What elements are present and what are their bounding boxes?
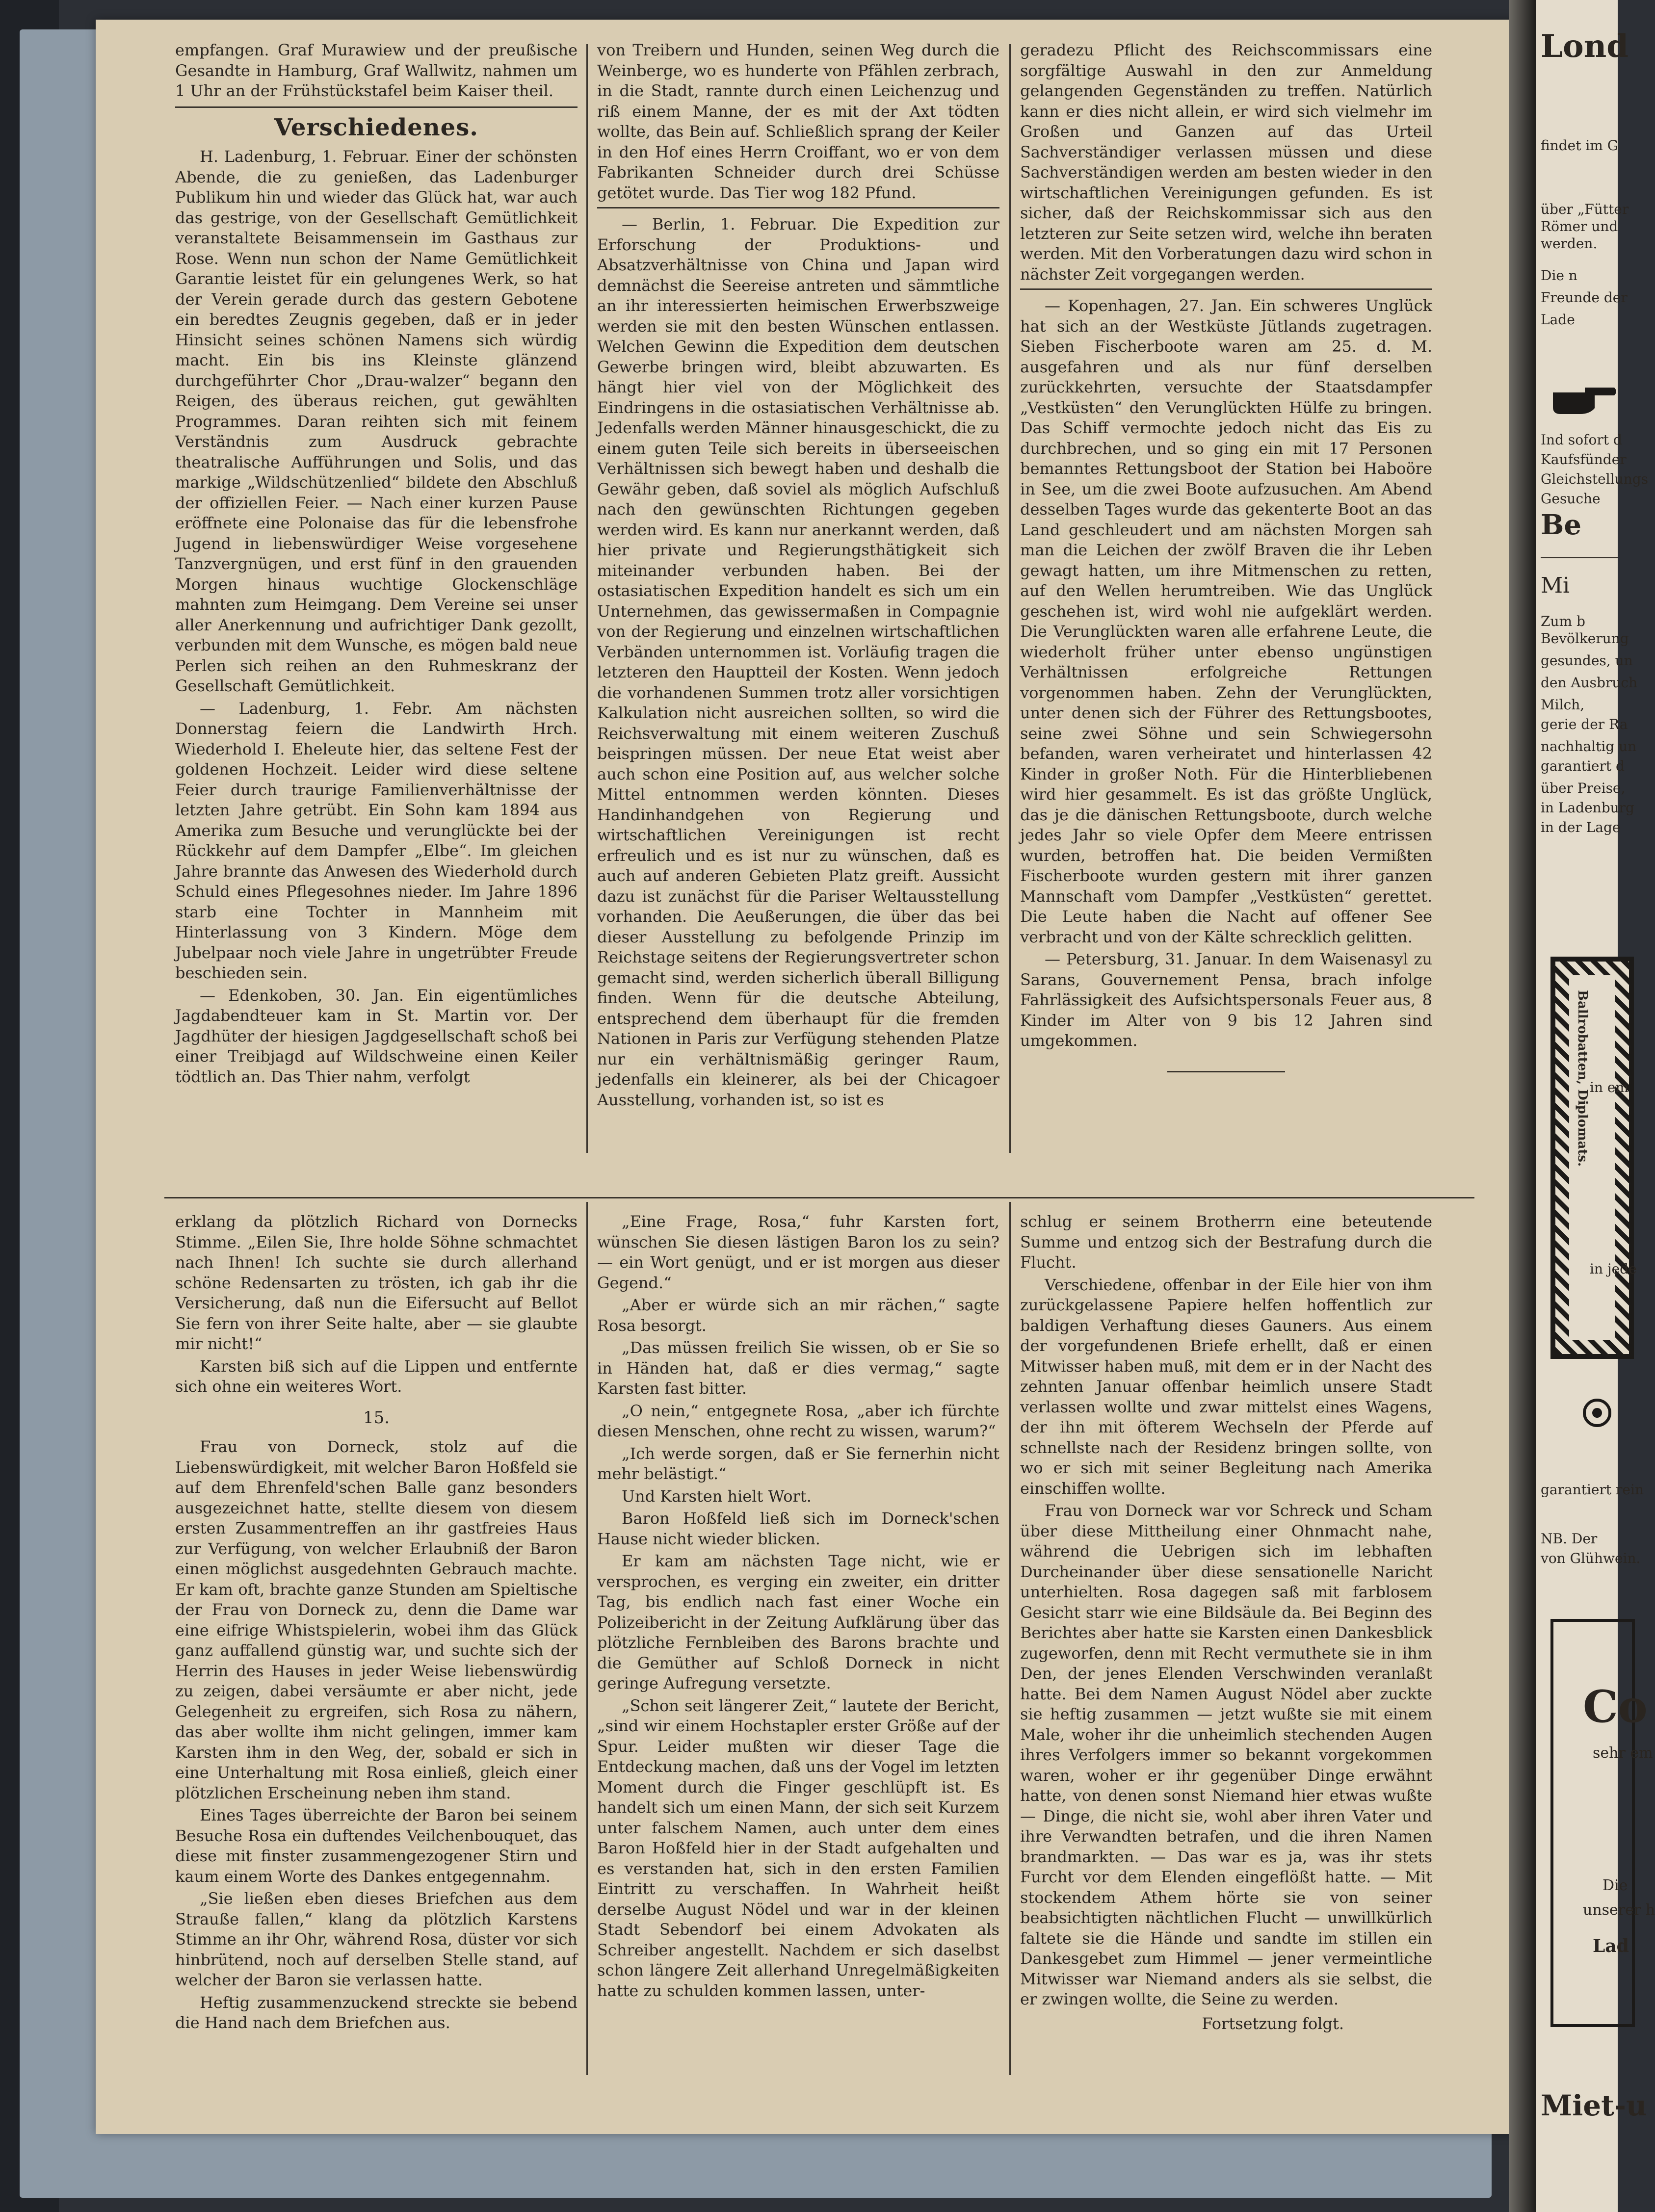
column-rule xyxy=(586,44,588,1153)
rule xyxy=(1541,557,1618,558)
fragment-text: von Glühwein. xyxy=(1541,1550,1641,1566)
newspaper-page xyxy=(96,20,1536,2134)
fragment-text: Römer und xyxy=(1541,218,1618,234)
column-rule xyxy=(586,1202,588,2075)
story-paragraph: Baron Hoßfeld ließ sich im Dorneck'schen Hause nicht wieder blicken. xyxy=(597,1509,999,1548)
advertisement-box xyxy=(1550,1619,1655,2027)
fragment-text: Die n xyxy=(1541,267,1577,284)
news-item: von Treibern und Hunden, seinen Weg durch die Weinberge, wo es hunderte von Pfählen zerbrach, in die Stadt, rannte durch einen Leichenzug und riß einem Manne, der es mit der Axt tödten wollte, das Bein auf. Schließlich sprang der Keiler in den Hof eines Herrn Croiffant, wo er von dem Fabrikanten Schneider durch drei Schüsse getötet wurde. Das Tier wog 182 Pfund. xyxy=(597,41,999,202)
fragment-text: Bevölkerung xyxy=(1541,630,1629,647)
story-paragraph: Heftig zusammenzuckend streckte sie bebend die Hand nach dem Briefchen aus. xyxy=(175,1993,578,2032)
ad-text: unserer h xyxy=(1583,1901,1655,1919)
fragment-text: Lade xyxy=(1541,312,1575,328)
fragment-text: gerie der Ra xyxy=(1541,716,1628,732)
ad-text: sehr em xyxy=(1593,1744,1653,1762)
fragment-text: Freunde der xyxy=(1541,289,1628,306)
section-separator xyxy=(164,1197,1474,1198)
fragment-text: NB. Der xyxy=(1541,1531,1598,1547)
fragment-text: garantiert d xyxy=(1541,758,1625,774)
fragment-text: Ind sofort d xyxy=(1541,432,1622,448)
news-item: — Ladenburg, 1. Febr. Am nächsten Donnerstag feiern die Landwirth Hrch. Wiederhold I. Eheleute hier, das seltene Fest der goldenen Hochzeit. Leider wird diese seltene Feier durch traurige Familienverhältnisse der letzten Jahre getrübt. Ein Sohn kam 1894 aus Amerika zum Besuche und verunglückte bei der Rückkehr auf dem Dampfer „Elbe“. Im gleichen Jahre brannte das Anwesen des Wiederhold durch Schuld eines Pflegesohnes nieder. Im Jahre 1896 starb eine Tochter in Mannheim mit Hinterlassung von 3 Kindern. Möge dem Jubelpaar noch viele Jahre in ungetrübter Freude beschieden sein. xyxy=(175,699,578,982)
fragment-text: gesundes, un xyxy=(1541,652,1633,669)
facing-page-edge xyxy=(1536,0,1655,2212)
fragment-text: Lond xyxy=(1541,28,1629,65)
story-paragraph: Frau von Dorneck, stolz auf die Liebenswürdigkeit, mit welcher Baron Hoßfeld sie auf dem Ehrenfeld'schen Balle ganz besonders ausgezeichnet hatte, stellte diesem von diesem ersten Zusammentreffen an ihr gastfreies Haus zur Verfügung, von welcher Erlaubniß der Baron einen möglichst ausgedehnten Gebrauch machte. Er kam oft, brachte ganze Stunden am Spieltische der Frau von Dorneck zu, denn die Dame war eine eifrige Whistspielerin, wobei ihm das Glück ganz auffallend günstig war, und suchte sich der Herrin des Hauses in jeder Weise liebenswürdig zu zeigen, dabei versäumte er aber nicht, jede Gelegenheit zu ergreifen, sich Rosa zu nähern, das aber wollte ihm nicht gelingen, immer kam Karsten ihm in den Weg, der, sobald er sich in eine Unterhaltung mit Rosa einließ, gleich einer plötzlichen Erscheinung neben ihm stand. xyxy=(175,1437,578,1802)
story-paragraph: Und Karsten hielt Wort. xyxy=(622,1486,812,1506)
fragment-text: garantiert rein xyxy=(1541,1482,1644,1498)
story-paragraph: „Ich werde sorgen, daß er Sie fernerhin nicht mehr belästigt.“ xyxy=(597,1444,999,1483)
chapter-number: 15. xyxy=(363,1407,390,1428)
ad-title: Co xyxy=(1583,1681,1648,1733)
continued-note: Fortsetzung folgt. xyxy=(1202,2014,1344,2033)
rule xyxy=(175,106,578,108)
lower-column-3 xyxy=(1020,1212,1432,2034)
story-paragraph: „Sie ließen eben dieses Briefchen aus dem Strauße fallen,“ klang da plötzlich Karstens Stimme an ihr Ohr, während Rosa, düster vor sich hinbrütend, noch auf derselben Stelle stand, auf welcher der Baron sie verlassen hatte. xyxy=(175,1889,578,1989)
story-paragraph: Verschiedene, offenbar in der Eile hier von ihm zurückgelassene Papiere helfen hoffentlich zur baldigen Verhaftung dieses Gauners. Aus einem der vorgefundenen Briefe erhellt, daß er einen Mitwisser haben muß, mit dem er in der Nacht des zehnten Januar offenbar heimlich unsere Stadt verlassen wollte und zwar mittelst eines Wagens, der ihn mit öfterem Wechseln der Pferde auf schnellste nach der Residenz bringen sollte, von wo er sich mit seiner Begleitung nach Amerika einschiffen wollte. xyxy=(1020,1275,1432,1498)
ornamental-border xyxy=(1550,957,1634,1359)
news-item: — Berlin, 1. Februar. Die Expedition zur Erforschung der Produktions- und Absatzverhältnisse von China und Japan wird demnächst die Seereise antreten und sämmtliche an ihr interessierten heimischen Erwerbszweige werden sie mit den besten Wünschen entlassen. Welchen Gewinn die Expedition dem deutschen Gewerbe bringen wird, bleibt abzuwarten. Es hängt hier viel von der Möglichkeit des Eindringens in die ostasiatischen Verhältnisse ab. Jedenfalls werden Männer hinausgeschickt, die zu einem guten Teile sich bereits in überseeischen Verhältnissen sich bewegt haben und deshalb die Gewähr geben, daß soviel als möglich Aufschluß nach den gewünschten Richtungen gegeben werden wird. Es kann nur anerkannt werden, daß hier private und Regierungsthätigkeit sich miteinander verbunden haben. Bei der ostasiatischen Expedition handelt es sich um ein Unternehmen, das gewissermaßen in Compagnie von der Regierung und einzelnen wirtschaftlichen Verbänden unternommen ist. Vorläufig tragen die letzteren den Hauptteil der Kosten. Wenn jedoch die vorhandenen Summen trotz aller vorsichtigen Kalkulation nicht ausreichen sollten, so wird die Reichsverwaltung mit einem weiteren Zuschuß beispringen müssen. Der neue Etat weist aber auch schon eine Position auf, aus welcher solche Mittel entnommen werden könnten. Dieses Handinhandgehen von Regierung und wirtschaftlichen Vereinigungen ist recht erfreulich und es ist nur zu wünschen, daß es auch auf anderen Gebieten Platz greift. Aussicht dazu ist zunächst für die Pariser Weltausstellung vorhanden. Die Aeußerungen, die über das bei dieser Ausstellung zu befolgende Prinzip im Reichstage seitens der Regierungsvertreter schon gemacht sind, werden sicherlich überall Billigung finden. Wenn für die deutsche Abteilung, entsprechend dem überhaupt für die fremden Nationen in Paris zur Verfügung stehenden Platze nur ein verhältnismäßig geringer Raum, jedenfalls ein kleinerer, als bei der Chicagoer Ausstellung, vorhanden ist, so ist es xyxy=(597,215,999,1109)
intro-paragraph: empfangen. Graf Murawiew und der preußische Gesandte in Hamburg, Graf Wallwitz, nahmen um 1 Uhr an der Frühstückstafel beim Kaiser theil. xyxy=(175,41,578,100)
fragment-text: über Preise, xyxy=(1541,780,1626,796)
fragment-text: in Ladenburg xyxy=(1541,800,1634,816)
story-paragraph: Karsten biß sich auf die Lippen und entfernte sich ohne ein weiteres Wort. xyxy=(175,1356,578,1396)
emblem-icon xyxy=(1582,1398,1612,1428)
news-item: — Edenkoben, 30. Jan. Ein eigentümliches Jagdabendteuer kam in St. Martin vor. Der Jagdhüter der hiesigen Jagdgesellschaft schoß bei einer Treibjagd auf Wildschweine einen Keiler tödtlich an. Das Thier nahm, verfolgt xyxy=(175,986,578,1086)
fragment-text: in der Lage xyxy=(1541,819,1621,835)
news-item: H. Ladenburg, 1. Februar. Einer der schönsten Abende, die zu genießen, das Ladenburger Publikum hin und wieder das Glück hat, war auch das gestrige, von der Gesellschaft Gemütlichkeit veranstaltete Beisammensein im Gasthaus zur Rose. Wenn nun schon der Name Gemütlichkeit Garantie leistet für ein gelungenes Werk, so hat der Verein gerade durch das gestern Gebotene ein beredtes Zeugnis gegeben, daß er in jeder Hinsicht seines schönen Namens sich würdig macht. Ein bis ins Kleinste glänzend durchgeführter Chor „Drau-walzer“ begann den Reigen, des überaus reichen, gut gewählten Programmes. Daran reihten sich mit feinem Verständnis zum Ausdruck gebrachte theatralische Aufführungen und Solis, und das markige „Wildschützenlied“ bildete den Abschluß der offiziellen Feier. — Nach einer kurzen Pause eröffnete eine Polonaise das für die lebensfrohe Jugend in liebenswürdiger Weise vorgesehene Tanzvergnügen, und erst fünf in den grauenden Morgen hinaus wuchtige Glockenschläge mahnten zum Heimgang. Dem Vereine sei unser aller Anerkennung und aufrichtiger Dank gezollt, verbunden mit dem Wunsche, es mögen bald neue Perlen sich reihen an den Ruhmeskranz der Gesellschaft Gemütlichkeit. xyxy=(175,147,578,695)
ornament-text: Ballrobatten, Diplomats. xyxy=(1575,990,1590,1167)
fragment-text: nachhaltig un xyxy=(1541,738,1637,755)
story-paragraph: schlug er seinem Brotherrn eine beteutende Summe und entzog sich der Bestrafung durch die Flucht. xyxy=(1020,1212,1432,1272)
upper-column-2 xyxy=(597,40,999,1112)
news-item: — Kopenhagen, 27. Jan. Ein schweres Unglück hat sich an der Westküste Jütlands zugetragen. Sieben Fischerboote waren am 25. d. M. ausgefahren und als nur fünf derselben zurückkehrten, versuchte der Staatsdampfer „Vestküsten“ den Verunglückten Hülfe zu bringen. Das Schiff vermochte jedoch nicht das Eis zu durchbrechen, und so ging ein mit 17 Personen bemanntes Rettungsboot der Station bei Haboöre in See, um die zwei Boote aufzusuchen. Am Abend desselben Tages wurde das gekenterte Boot an das Land geschleudert und am nächsten Morgen sah man die Leichen der zwölf Braven die ihr Leben gewagt hatten, um ihre Mitmenschen zu retten, auf den Wellen herumtreiben. Wie das Unglück geschehen ist, wird wohl nie aufgeklärt werden. Die Verunglückten waren alle erfahrene Leute, die wiederholt früher unter ebenso ungünstigen Verhältnissen erfolgreiche Rettungen vorgenommen haben. Zehn der Verunglückten, unter denen sich der Führer des Rettungsbootes, seine zwei Söhne und sein Schwiegersohn befanden, waren verheiratet und hinterlassen 42 Kinder in großer Noth. Für die Hinterbliebenen wird hier gesammelt. Es ist das größte Unglück, das je die dänischen Rettungsboote, durch welche jedes Jahr so viele Opfer dem Meere entrissen wurden, betroffen hat. Die beiden Vermißten Fischerboote wurden gestern mit ihrer ganzen Mannschaft vom Dampfer „Vestküsten“ gerettet. Die Leute haben die Nacht auf offener See verbracht und von der Kälte schrecklich gelitten. xyxy=(1020,296,1432,946)
rule xyxy=(1020,288,1432,290)
end-rule xyxy=(1167,1071,1285,1072)
section-heading: Verschiedenes. xyxy=(274,113,478,141)
story-paragraph: Eines Tages überreichte der Baron bei seinem Besuche Rosa ein duftendes Veilchenbouquet, das diese mit finster zusammengezogener Stirn und kaum einem Worte des Dankes entgegennahm. xyxy=(175,1806,578,1886)
column-rule xyxy=(1009,1202,1011,2075)
story-paragraph: erklang da plötzlich Richard von Dornecks Stimme. „Eilen Sie, Ihre holde Söhne schmachtet nach Ihnen! Ich suchte sie durch allerhand schöne Redensarten zu trösten, ich gab ihr die Versicherung, daß nun die Eifersucht auf Bellot Sie fern von ihrer Seite halte, aber — sie glaubte mir nicht!“ xyxy=(175,1212,578,1353)
ad-text: Die xyxy=(1602,1877,1628,1894)
rule xyxy=(597,207,999,208)
story-paragraph: „Eine Frage, Rosa,“ fuhr Karsten fort, wünschen Sie diesen lästigen Baron los zu sein? — ein Wort genügt, und er ist morgen aus dieser Gegend.“ xyxy=(597,1212,999,1292)
story-paragraph: Er kam am nächsten Tage nicht, wie er versprochen, es verging ein zweiter, ein dritter Tag, bis endlich nach fast einer Woche ein Polizeibericht in der Zeitung Aufklärung über das plötzliche Fernbleiben des Barons brachte und die Gemüther auf Schloß Dorneck in nicht geringe Aufregung versetzte. xyxy=(597,1552,999,1692)
story-paragraph: Frau von Dorneck war vor Schreck und Scham über diese Mittheilung einer Ohnmacht nahe, während die Uebrigen sich im lebhaften Durcheinander über diese sensationelle Naricht unterhielten. Rosa dagegen saß mit farblosem Gesicht starr wie eine Bildsäule da. Bei Beginn des Berichtes aber hatte sie Karsten einen Dankesblick zugeworfen, denn mit Recht vermuthete sie in ihm Den, der jenes Elenden Verschwinden veranlaßt hatte. Bei dem Namen August Nödel aber zuckte sie heftig zusammen — jetzt wußte sie mit einem Male, woher ihr die unheimlich stechenden Augen ihres Verfolgers immer so bekannt vorgekommen waren, woher er ihr gegenüber Dinge erwähnt hatte, von denen sonst Niemand hier etwas wußte — Dinge, die nicht sie, wohl aber ihren Vater und ihre Verwandten betrafen, und die ihren Namen brandmarkten. — Das war es ja, was ihr stets Furcht vor dem Elenden eingeflößt hatte. — Mit stockendem Athem hörte sie von seiner beabsichtigten nächtlichen Flucht — unwillkürlich faltete sie die Hände und sandte im stillen ein Dankesgebet zum Himmel — jener vermeintliche Mitwisser war Niemand anders als sie selbst, die er zwingen wollte, die Seine zu werden. xyxy=(1020,1501,1432,2008)
fragment-text: in jede xyxy=(1590,1261,1637,1277)
fragment-text: Gleichstellungs xyxy=(1541,471,1649,487)
fragment-text: Kaufsfünder xyxy=(1541,451,1627,468)
fragment-text: über „Fütter xyxy=(1541,201,1629,217)
fragment-text: werden. xyxy=(1541,235,1598,252)
column-rule xyxy=(1009,44,1011,1153)
fragment-text: Gesuche xyxy=(1541,491,1601,507)
news-item: — Petersburg, 31. Januar. In dem Waisenasyl zu Sarans, Gouvernement Pensa, brach infolge Fahrlässigkeit des Aufsichtspersonals Feuer aus, 8 Kinder im Alter von 9 bis 12 Jahren sind umgekommen. xyxy=(1020,950,1432,1050)
ad-text: Lad xyxy=(1593,1936,1629,1956)
fragment-text: Zum b xyxy=(1541,613,1585,629)
lower-column-2 xyxy=(597,1212,999,2003)
news-item: geradezu Pflicht des Reichscommissars eine sorgfältige Auswahl in den zur Anmeldung gelangenden Gegenständen zu treffen. Natürlich kann er dies nicht allein, er wird sich vielmehr im Großen und Ganzen auf das Urteil Sachverständiger verlassen müssen und diese Sachverständigen werden am besten wieder in den wirtschaftlichen Vereinigungen gefunden. Es ist sicher, daß der Reichskommissar sich aus den letzteren zur Seite setzen wird, welche ihn beraten werden. Mit den Vorberatungen dazu wird schon in nächster Zeit vorgegangen werden. xyxy=(1020,41,1432,284)
fragment-text: Mi xyxy=(1541,573,1570,598)
story-paragraph: „Aber er würde sich an mir rächen,“ sagte Rosa besorgt. xyxy=(597,1296,999,1335)
lower-column-1 xyxy=(175,1212,578,2035)
story-paragraph: „O nein,“ entgegnete Rosa, „aber ich fürchte diesen Menschen, ohne recht zu wissen, warum?“ xyxy=(597,1401,999,1440)
pointing-hand-icon xyxy=(1550,378,1619,422)
fragment-text: Miet-u xyxy=(1541,2089,1647,2122)
story-paragraph: „Das müssen freilich Sie wissen, ob er Sie so in Händen hat, daß er dies vermag,“ sagte Karsten fast bitter. xyxy=(597,1338,999,1398)
upper-column-3 xyxy=(1020,40,1432,1072)
story-paragraph: „Schon seit längerer Zeit,“ lautete der Bericht, „sind wir einem Hochstapler erster Größe auf der Spur. Leider mußten wir dieser Tage die Entdeckung machen, daß uns der Vogel im letzten Moment durch die Finger geschlüpft ist. Es handelt sich um einen Mann, der sich seit Kurzem unter falschem Namen, auch unter dem eines Baron Hoßfeld hier in der Stadt aufgehalten und es verstanden hat, sich in den ersten Familien Eintritt zu verschaffen. In Wahrheit heißt derselbe August Nödel und war in der kleinen Stadt Sebendorf bei einem Advokaten als Schreiber angestellt. Nachdem er sich daselbst schon längere Zeit allerhand Unregelmäßigkeiten hatte zu schulden kommen lassen, unter- xyxy=(597,1696,999,2000)
upper-column-1 xyxy=(175,40,578,1089)
fragment-text: den Ausbruch xyxy=(1541,675,1638,691)
fragment-text: in em xyxy=(1590,1079,1629,1095)
fragment-text: Milch, xyxy=(1541,697,1585,713)
fragment-text: findet im G xyxy=(1541,137,1619,154)
fragment-text: Be xyxy=(1541,509,1581,541)
page-gutter xyxy=(1509,0,1536,2212)
